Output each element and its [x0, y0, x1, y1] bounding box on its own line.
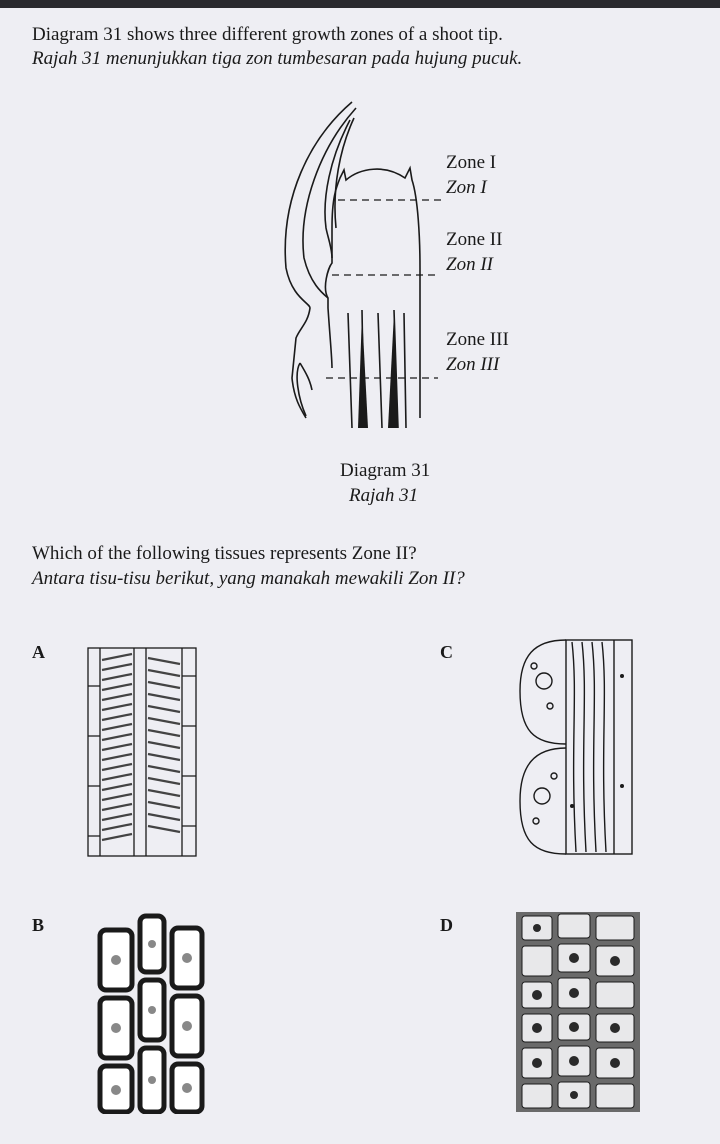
option-a-tissue-xylem[interactable] — [86, 646, 198, 858]
question-english: Which of the following tissues represents Zone II? — [32, 543, 417, 564]
zone-1-label-ms: Zon I — [446, 177, 487, 198]
question-malay: Antara tisu-tisu berikut, yang manakah mewakili Zon II? — [32, 568, 465, 589]
diagram-caption-ms: Rajah 31 — [349, 485, 419, 506]
top-bar — [0, 0, 720, 8]
option-d-label[interactable]: D — [440, 915, 453, 935]
option-c-label[interactable]: C — [440, 642, 453, 662]
intro-english: Diagram 31 shows three different growth zones of a shoot tip. — [32, 24, 503, 45]
zone-2-label-ms: Zon II — [446, 254, 493, 275]
intro-malay: Rajah 31 menunjukkan tiga zon tumbesaran pada hujung pucuk. — [32, 48, 523, 69]
option-d-tissue-meristem[interactable] — [514, 910, 642, 1114]
zone-3-label-en: Zone III — [446, 329, 509, 350]
option-b-tissue-collenchyma[interactable] — [94, 910, 208, 1114]
option-b-label[interactable]: B — [32, 915, 45, 935]
option-c-tissue-phloem[interactable] — [514, 636, 638, 858]
zone-1-label-en: Zone I — [446, 152, 497, 173]
shoot-tip-diagram — [270, 98, 450, 438]
zone-3-label-ms: Zon III — [446, 354, 500, 375]
diagram-caption-en: Diagram 31 — [340, 460, 431, 481]
option-a-label[interactable]: A — [32, 642, 45, 662]
zone-2-label-en: Zone II — [446, 229, 503, 250]
